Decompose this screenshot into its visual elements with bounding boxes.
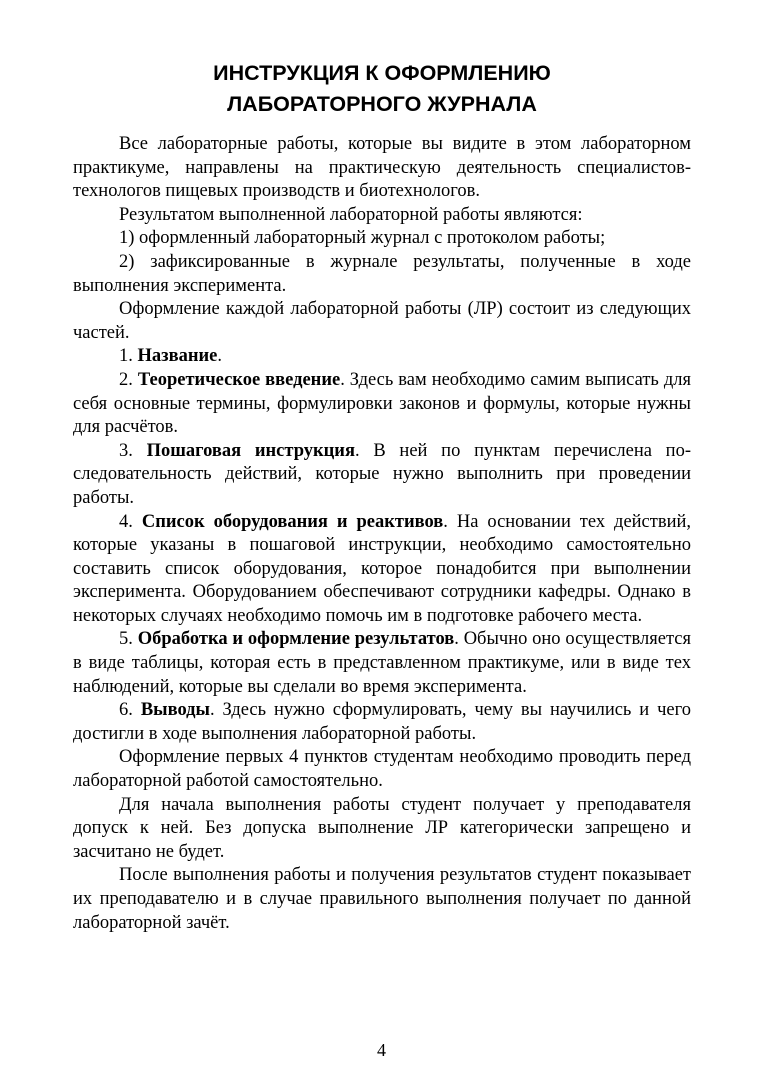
item-term: Название — [137, 346, 218, 367]
item-number: 1. — [119, 346, 138, 367]
body-text — [73, 133, 691, 935]
paragraph-result-intro: Результатом выполненной лабораторной работы являются: — [119, 204, 583, 225]
page-title — [73, 58, 691, 120]
paragraph-parts-intro: Оформление каждой лабораторной работы (ЛР) состоит из следующих частей. — [73, 299, 691, 343]
item-term: Теоретическое введение — [137, 369, 341, 390]
paragraph-first-four: Оформление первых 4 пунктов студентам необходимо проводить перед лабораторной работой самостоятельно. — [73, 747, 691, 792]
item-term: Список оборудования и реактивов — [141, 511, 444, 532]
item-text: . В ней по пунктам перечислена последовательность действий, которые нужно выполнить при проведении работы. — [73, 440, 691, 508]
item-text: . Здесь вам необходимо самим выписать для себя основные термины, формулировки законов и формулы, которые нужны для расчётов. — [73, 369, 691, 438]
item-text: . Здесь нужно сформулировать, чему вы научились и чего достигли в ходе выполнения лабораторной работы. — [73, 700, 692, 744]
paragraph-admission: Для начала выполнения работы студент получает у преподавателя допуск к ней. Без допуска выполнение ЛР категорически запрещено и засчитано не будет. — [73, 794, 691, 862]
item-number: 4. — [119, 511, 142, 532]
list-item-results — [73, 628, 691, 699]
item-number: 2. — [119, 369, 138, 390]
item-text: . Обычно оно осуществляется в виде таблицы, которая есть в представленном практикуме, или в виде тех наблюдений, которые вы сделали во время эксперимента. — [73, 629, 691, 697]
item-text: . На основании тех действий, которые указаны в пошаговой инструкции, необходимо самостоятельно составить список оборудования, которое понадобится при выполнении эксперимента. Оборудованием обеспечивают сотрудники кафедры. Однако в некоторых случаях необходимо помочь им в подготовке рабочего места. — [73, 511, 692, 626]
list-item-equipment — [73, 511, 691, 629]
paragraph-intro: Все лабораторные работы, которые вы видите в этом лабораторном практикуме, направлены на практическую деятельность специалистов-технологов пищевых производств и биотехнологов. — [73, 134, 691, 202]
item-number: 3. — [119, 440, 147, 461]
paragraph-result-2: 2) зафиксированные в журнале результаты, полученные в ходе выполнения эксперимента. — [73, 251, 691, 296]
page-number: 4 — [377, 1040, 386, 1060]
list-item-title — [73, 345, 691, 369]
list-item-theory — [73, 369, 691, 440]
item-term: Пошаговая инструкция — [146, 440, 355, 461]
item-term: Выводы — [140, 700, 210, 721]
title-line-1: ИНСТРУКЦИЯ К ОФОРМЛЕНИЮ — [213, 61, 551, 85]
paragraph-result-1: 1) оформленный лабораторный журнал с протоколом работы; — [119, 228, 606, 249]
list-item-conclusions — [73, 699, 691, 746]
item-term: Обработка и оформление результатов — [137, 629, 455, 650]
paragraph-after: После выполнения работы и получения результатов студент показывает их преподавателю и в случае правильного выполнения получает по данной лабораторной зачёт. — [73, 865, 691, 933]
title-line-2: ЛАБОРАТОРНОГО ЖУРНАЛА — [227, 92, 537, 116]
item-number: 6. — [119, 700, 141, 721]
item-number: 5. — [119, 629, 138, 650]
item-text: . — [217, 346, 222, 367]
list-item-instruction — [73, 440, 691, 511]
